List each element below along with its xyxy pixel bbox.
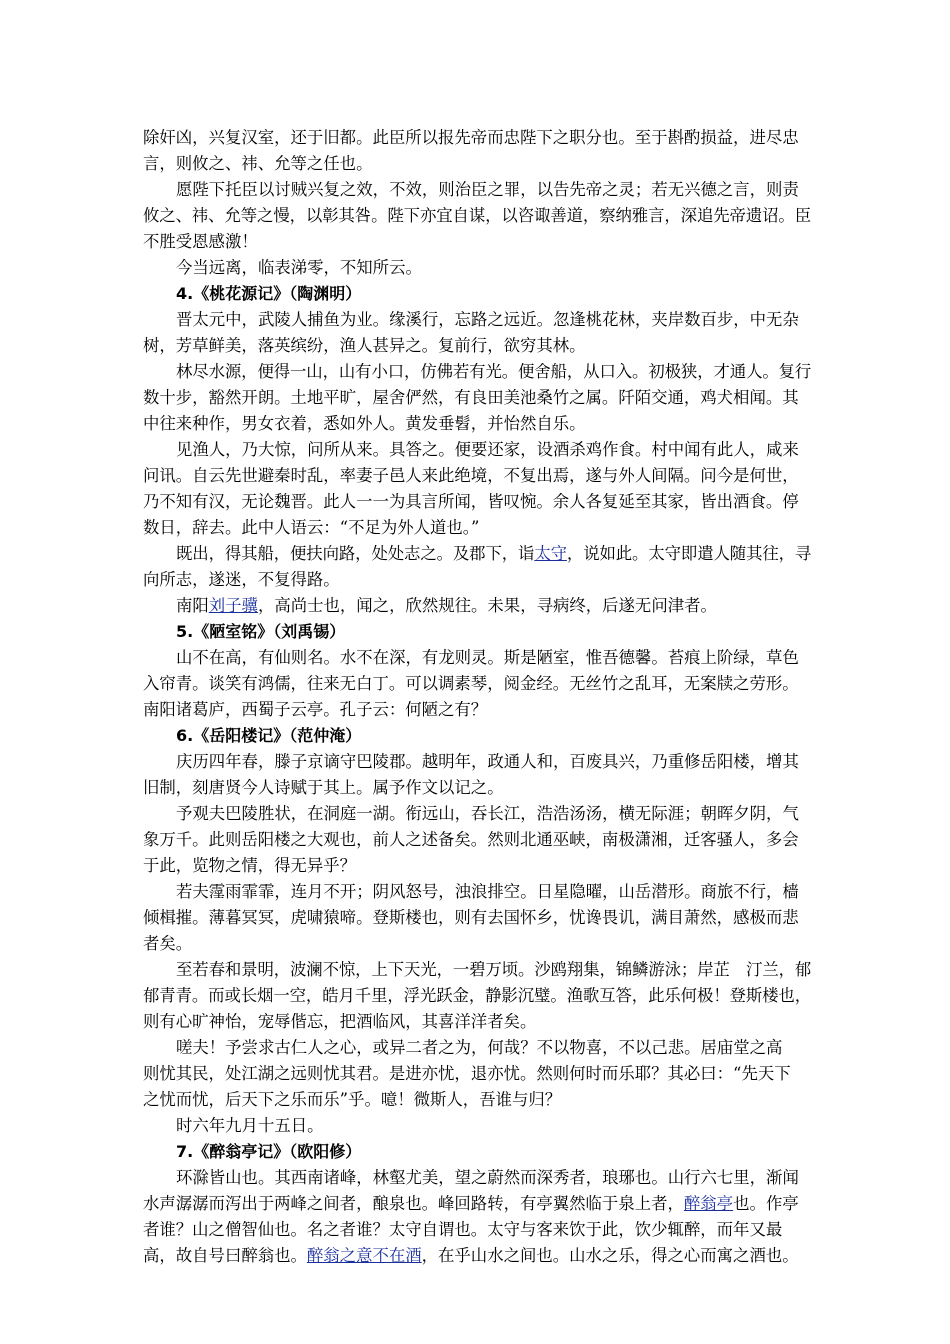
paragraph-line xyxy=(176,541,811,567)
link-taishou[interactable]: 太守 xyxy=(534,544,567,563)
paragraph-line: 郁青青。而或长烟一空，皓月千里，浮光跃金，静影沉璧。渔歌互答，此乐何极！登斯楼也， xyxy=(143,986,811,1005)
link-zuiweng-ting[interactable]: 醉翁亭 xyxy=(683,1194,734,1213)
text-segment: ，高尚士也，闻之，欣然规往。未果，寻病终，后遂无问津者。 xyxy=(257,596,717,615)
text-segment: 也。作亭 xyxy=(733,1194,799,1213)
text-segment: ，在乎山水之间也。山水之乐，得之心而寓之酒也。 xyxy=(421,1246,799,1265)
text-segment: 高，故自号曰醉翁也。 xyxy=(143,1246,307,1265)
paragraph-line: 则忧其民，处江湖之远则忧其君。是进亦忧，退亦忧。然则何时而乐耶？其必曰：“先天下 xyxy=(143,1064,791,1083)
paragraph-line: 倾楫摧。薄暮冥冥，虎啸猿啼。登斯楼也，则有去国怀乡，忧谗畏讥，满目萧然，感极而悲 xyxy=(143,908,799,927)
paragraph-line: 之忧而忧，后天下之乐而乐”乎。噫！微斯人，吾谁与归？ xyxy=(143,1090,562,1109)
paragraph-line: 今当远离，临表涕零，不知所云。 xyxy=(176,258,422,277)
paragraph-line: 象万千。此则岳阳楼之大观也，前人之述备矣。然则北通巫峡，南极潇湘，迁客骚人，多会 xyxy=(143,830,799,849)
paragraph-line: 者矣。 xyxy=(143,934,193,953)
paragraph-line: 晋太元中，武陵人捕鱼为业。缘溪行，忘路之远近。忽逢桃花林，夹岸数百步，中无杂 xyxy=(176,310,799,329)
paragraph-line: 林尽水源，便得一山，山有小口，仿佛若有光。便舍船，从口入。初极狭，才通人。复行 xyxy=(176,362,812,381)
paragraph-line: 于此，览物之情，得无异乎？ xyxy=(143,856,357,875)
paragraph-line: 庆历四年春，滕子京谪守巴陵郡。越明年，政通人和，百废具兴，乃重修岳阳楼，增其 xyxy=(176,752,799,771)
text-segment: 既出，得其船，便扶向路，处处志之。及郡下，诣 xyxy=(176,544,535,563)
section-heading: 7.《醉翁亭记》（欧阳修） xyxy=(176,1142,362,1161)
paragraph-line: 言，则攸之、祎、允等之任也。 xyxy=(143,154,373,173)
paragraph-line xyxy=(143,1243,799,1269)
paragraph-line: 者谁？山之僧智仙也。名之者谁？太守自谓也。太守与客来饮于此，饮少辄醉，而年又最 xyxy=(143,1220,783,1239)
section-heading: 4.《桃花源记》（陶渊明） xyxy=(176,284,362,303)
paragraph-line: 旧制，刻唐贤今人诗赋于其上。属予作文以记之。 xyxy=(143,778,504,797)
paragraph-line: 除奸凶，兴复汉室，还于旧都。此臣所以报先帝而忠陛下之职分也。至于斟酌损益，进尽忠 xyxy=(143,128,799,147)
link-zuiweng-zhiyi[interactable]: 醉翁之意不在酒 xyxy=(306,1246,422,1265)
paragraph-line: 问讯。自云先世避秦时乱，率妻子邑人来此绝境，不复出焉，遂与外人间隔。问今是何世， xyxy=(143,466,799,485)
section-heading: 5.《陋室铭》（刘禹锡） xyxy=(176,622,346,641)
paragraph-line: 树，芳草鲜美，落英缤纷，渔人甚异之。复前行，欲穷其林。 xyxy=(143,336,586,355)
paragraph-line: 不胜受恩感激！ xyxy=(143,232,258,251)
paragraph-line: 至若春和景明，波澜不惊，上下天光，一碧万顷。沙鸥翔集，锦鳞游泳；岸芷 汀兰，郁 xyxy=(176,960,812,979)
paragraph-line: 若夫霪雨霏霏，连月不开；阴风怒号，浊浪排空。日星隐曜，山岳潜形。商旅不行，樯 xyxy=(176,882,799,901)
section-heading: 6.《岳阳楼记》（范仲淹） xyxy=(176,726,362,745)
text-segment: ，说如此。太守即遣人随其往，寻 xyxy=(566,544,812,563)
paragraph-line: 则有心旷神怡，宠辱偕忘，把酒临风，其喜洋洋者矣。 xyxy=(143,1012,537,1031)
paragraph-line xyxy=(176,593,717,619)
paragraph-line: 数十步，豁然开朗。土地平旷，屋舍俨然，有良田美池桑竹之属。阡陌交通，鸡犬相闻。其 xyxy=(143,388,799,407)
paragraph-line xyxy=(143,1191,799,1217)
paragraph-line: 愿陛下托臣以讨贼兴复之效，不效，则治臣之罪，以告先帝之灵；若无兴德之言，则责 xyxy=(176,180,799,199)
paragraph-line: 攸之、祎、允等之慢，以彰其咎。陛下亦宜自谋，以咨诹善道，察纳雅言，深追先帝遗诏。臣 xyxy=(143,206,811,225)
paragraph-line: 中往来种作，男女衣着，悉如外人。黄发垂髫，并怡然自乐。 xyxy=(143,414,586,433)
paragraph-line: 向所志，遂迷，不复得路。 xyxy=(143,570,340,589)
paragraph-line: 乃不知有汉，无论魏晋。此人一一为具言所闻，皆叹惋。余人各复延至其家，皆出酒食。停 xyxy=(143,492,799,511)
paragraph-line: 山不在高，有仙则名。水不在深，有龙则灵。斯是陋室，惟吾德馨。苔痕上阶绿，草色 xyxy=(176,648,799,667)
paragraph-line: 见渔人，乃大惊，问所从来。具答之。便要还家，设酒杀鸡作食。村中闻有此人，咸来 xyxy=(176,440,799,459)
paragraph-line: 数日，辞去。此中人语云：“不足为外人道也。” xyxy=(143,518,480,537)
text-segment: 水声潺潺而泻出于两峰之间者，酿泉也。峰回路转，有亭翼然临于泉上者， xyxy=(143,1194,684,1213)
paragraph-line: 环滁皆山也。其西南诸峰，林壑尤美，望之蔚然而深秀者，琅琊也。山行六七里，渐闻 xyxy=(176,1168,799,1187)
link-liu-ziji[interactable]: 刘子骥 xyxy=(208,596,258,615)
paragraph-line: 嗟夫！予尝求古仁人之心，或异二者之为，何哉？不以物喜，不以己悲。居庙堂之高 xyxy=(176,1038,783,1057)
text-segment: 南阳 xyxy=(176,596,209,615)
paragraph-line: 予观夫巴陵胜状，在洞庭一湖。衔远山，吞长江，浩浩汤汤，横无际涯；朝晖夕阴，气 xyxy=(176,804,799,823)
paragraph-line: 时六年九月十五日。 xyxy=(176,1116,324,1135)
paragraph-line: 入帘青。谈笑有鸿儒，往来无白丁。可以调素琴，阅金经。无丝竹之乱耳，无案牍之劳形。 xyxy=(143,674,799,693)
paragraph-line: 南阳诸葛庐，西蜀子云亭。孔子云：何陋之有？ xyxy=(143,700,488,719)
